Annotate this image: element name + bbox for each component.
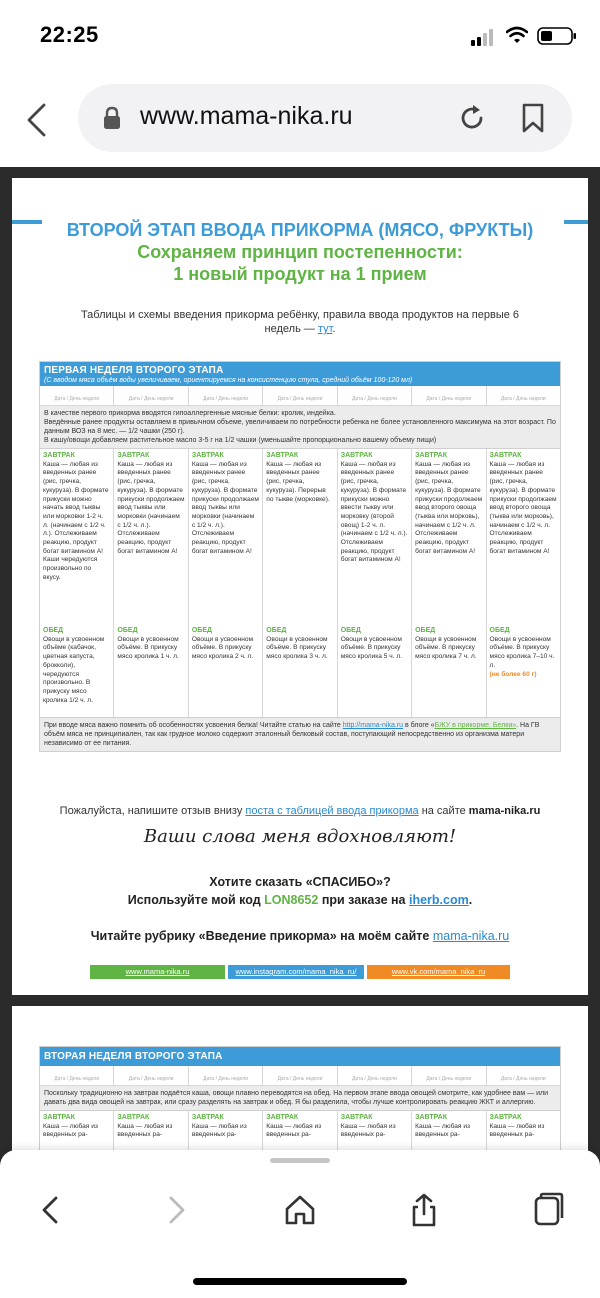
footer-link-site[interactable]: http://mama-nika.ru: [342, 722, 404, 729]
date-cell: Дата / День недели: [263, 1066, 337, 1085]
breakfast-text: Каша — любая из введенных ранее (рис, гречка, кукуруза). В формате прикуски продолжаем ввод тыквы или морковки (начинаем с 1/2 ч. л.). Отслеживаем реакцию, продукт богат витамином А!: [191, 460, 259, 555]
iherb-link[interactable]: iherb.com: [409, 893, 469, 907]
day-column: [487, 1111, 560, 1151]
breakfast-label: ЗАВТРАК: [489, 452, 522, 459]
url-field[interactable]: [78, 84, 572, 152]
review-site: mama-nika.ru: [468, 805, 541, 817]
review-link[interactable]: поста с таблицей ввода прикорма: [245, 805, 419, 817]
heading-green-1: Сохраняем принцип постепенности:: [137, 242, 463, 262]
tabs-icon[interactable]: [530, 1192, 566, 1228]
date-row: [40, 1066, 560, 1086]
promo-text: Используйте мой код: [127, 893, 261, 907]
rubric-link[interactable]: mama-nika.ru: [432, 929, 510, 943]
promo-text: при заказе на: [321, 893, 406, 907]
intro-end: .: [332, 323, 336, 335]
breakfast-text: Каша — любая из введенных ранее (рис, гречка, кукуруза). В формате прикуски можно ввести тыкву или морковку (второй овощ) 1-2 ч. л. (начинаем с 1/2 ч. л.). Отслеживаем реакцию, продукт богат витамином А!: [340, 460, 408, 564]
intro-paragraph: [72, 308, 528, 336]
pdf-page-1: [12, 178, 588, 995]
table-title: ВТОРАЯ НЕДЕЛЯ ВТОРОГО ЭТАПА: [44, 1051, 223, 1062]
lock-icon: [102, 106, 122, 130]
rubric-text: Читайте рубрику «Введение прикорма» на моём сайте: [90, 929, 430, 943]
table-header: [40, 1047, 560, 1066]
lunch-label: ОБЕД: [489, 627, 510, 634]
chevron-right-icon[interactable]: [158, 1192, 194, 1228]
footer-text: . На ГВ объём мяса не принципиален, так как грудное молоко содержит эталонный белковый состав, поступающий непосредственно из организма матери независимо от ее питания.: [44, 722, 540, 747]
date-cell: Дата / День недели: [114, 1066, 188, 1085]
social-buttons: [90, 965, 510, 979]
browser-toolbar: [0, 1150, 600, 1298]
note-line: В качестве первого прикорма вводятся гипоаллергенные мясные белки: кролик, индейка.: [44, 410, 336, 417]
table-title: ПЕРВАЯ НЕДЕЛЯ ВТОРОГО ЭТАПА: [44, 365, 224, 376]
table-note: [40, 406, 560, 449]
days-row: [40, 449, 560, 717]
note-line: Введённые ранее продукты оставляем в привычном объеме, увеличиваем по потребности ребенка не более установленного максимума на этот возраст. По данным ВОЗ на 8 мес. — 1/2 чашки (250 г).: [44, 419, 556, 435]
day-column: [189, 1111, 263, 1151]
thanks-heading: Хотите сказать «СПАСИБО»?: [209, 875, 391, 889]
breakfast-text: Каша — любая из введенных ра-: [117, 1122, 173, 1139]
share-icon[interactable]: [406, 1192, 442, 1228]
breakfast-label: ЗАВТРАК: [266, 452, 299, 459]
review-text: на сайте: [421, 805, 466, 817]
lunch-text: Овощи в усвоенном объёме (кабачок, цветная капуста, брокколи), чередуются произвольно. В прикуску мясо кролика 1/2 ч. л.: [43, 635, 105, 704]
table-note: Поскольку традиционно на завтрак подаётся каша, овощи плавно переводятся на обед. На первом этапе ввода овощей смотрите, как удобнее вам — или давать два вида овощей на завтрак, или сразу разделять на завтрак и обед. Я бы разделила, чтобы лучше контролировать реакцию ЖКТ и аллергию.: [40, 1086, 560, 1111]
chevron-left-icon[interactable]: [34, 1192, 70, 1228]
signal-icon: [471, 28, 497, 46]
lunch-text: Овощи в усвоенном объёме. В прикуску мясо кролика 7–10 ч. л.: [489, 635, 555, 669]
breakfast-text: Каша — любая из введенных ранее (рис, гречка, кукуруза). В формате прикуски можно начать ввод тыквы или морковки 1-2 ч. л. (начинаем с 1/2 ч. л.). Отслеживаем реакцию, продукт богат витамином А! Каши чередуются произвольно по вкусу.: [43, 460, 109, 581]
heading-green-2: 1 новый продукт на 1 прием: [173, 264, 427, 284]
day-column: [263, 1111, 337, 1151]
breakfast-text: Каша — любая из введенных ра-: [489, 1122, 545, 1139]
footer-text: При вводе мяса важно помнить об особенностях усвоения белка! Читайте статью на сайте: [44, 722, 341, 729]
breakfast-label: ЗАВТРАК: [489, 1114, 522, 1121]
heading-blue: ВТОРОЙ ЭТАП ВВОДА ПРИКОРМА (МЯСО, ФРУКТЫ): [66, 220, 534, 240]
footer-link-blog[interactable]: БЖУ в прикорме. Белки»: [434, 722, 517, 729]
breakfast-text: Каша — любая из введенных ранее (рис, гречка, кукуруза). В формате прикуски продолжаем ввод второго овоща (тыква или морковь), начинаем с 1/2 ч. л. Отслеживаем реакцию, продукт богат витамином А!: [415, 460, 483, 555]
breakfast-text: Каша — любая из введенных ранее (рис, гречка, кукуруза). В формате прикуски продолжаем ввод тыквы или морковки (начинаем с 1/2 ч. л.). Отслеживаем реакцию, продукт богат витамином А!: [117, 460, 185, 555]
date-cell: Дата / День недели: [114, 386, 188, 405]
day-column: [40, 1111, 114, 1151]
date-cell: Дата / День недели: [338, 386, 412, 405]
breakfast-label: ЗАВТРАК: [340, 1114, 373, 1121]
footer-text: в блоге «: [405, 722, 435, 729]
date-cell: Дата / День недели: [412, 386, 486, 405]
lunch-label: ОБЕД: [415, 627, 436, 634]
chevron-left-icon[interactable]: [22, 102, 52, 138]
status-bar: [0, 0, 600, 70]
date-cell: Дата / День недели: [189, 386, 263, 405]
promo-code: LON8652: [264, 893, 319, 907]
days-row: [40, 1111, 560, 1151]
day-column: [338, 1111, 412, 1151]
lunch-text: Овощи в усвоенном объёме. В прикуску мясо кролика 7 ч. л.: [415, 635, 477, 661]
lunch-cell: [490, 627, 557, 679]
lunch-cell: [415, 627, 482, 662]
date-cell: Дата / День недели: [500, 1076, 546, 1082]
date-cell: Дата / День недели: [338, 1066, 412, 1085]
date-row: [40, 386, 560, 406]
site-button[interactable]: www.mama-nika.ru: [90, 965, 225, 979]
day-column-2: [114, 449, 188, 717]
promo-line: [12, 893, 588, 907]
battery-icon: [537, 26, 577, 46]
breakfast-label: ЗАВТРАК: [191, 1114, 224, 1121]
toolbar-grabber[interactable]: [270, 1158, 330, 1163]
lunch-cell: [341, 627, 408, 662]
breakfast-label: ЗАВТРАК: [340, 452, 373, 459]
lunch-label: ОБЕД: [191, 627, 212, 634]
browser-address-bar: [0, 72, 600, 167]
note-line: В кашу/овощи добавляем растительное масло 3-5 г на 1/2 чашки (уменьшайте пропорционально вашему объему пищи): [44, 437, 437, 444]
day-column-1: [40, 449, 114, 717]
home-indicator[interactable]: [193, 1278, 407, 1285]
breakfast-text: Каша — любая из введенных ра-: [415, 1122, 471, 1139]
vk-button[interactable]: www.vk.com/mama_nika_ru: [367, 965, 510, 979]
breakfast-text: Каша — любая из введенных ра-: [266, 1122, 322, 1139]
intro-text: Таблицы и схемы введения прикорма ребёнку, правила ввода продуктов на первые 6 недель —: [80, 309, 520, 335]
day-column: [412, 1111, 486, 1151]
day-column-3: [189, 449, 263, 717]
breakfast-text: Каша — любая из введенных ра-: [340, 1122, 396, 1139]
lunch-cell: [266, 627, 333, 662]
day-column-7: [487, 449, 560, 717]
date-cell: Дата / День недели: [500, 396, 546, 402]
lunch-cell: [117, 627, 184, 662]
breakfast-label: ЗАВТРАК: [415, 1114, 447, 1121]
slogan: Ваши слова меня вдохновляют!: [143, 826, 457, 847]
lunch-text: Овощи в усвоенном объёме. В прикуску мясо кролика 2 ч. л.: [191, 635, 254, 661]
day-column-5: [338, 449, 412, 717]
lunch-text: Овощи в усвоенном объёме. В прикуску мясо кролика 3 ч. л.: [266, 635, 328, 661]
breakfast-text: Каша — любая из введенных ра-: [191, 1122, 247, 1139]
breakfast-label: ЗАВТРАК: [266, 1114, 299, 1121]
breakfast-text: Каша — любая из введенных ра-: [43, 1122, 98, 1139]
reload-icon[interactable]: [456, 102, 488, 134]
date-cell: Дата / День недели: [189, 1066, 263, 1085]
review-request: [32, 805, 568, 817]
bookmark-icon[interactable]: [520, 102, 546, 134]
breakfast-label: ЗАВТРАК: [117, 1114, 150, 1121]
url-text: www.mama-nika.ru: [140, 102, 353, 130]
home-icon[interactable]: [282, 1192, 318, 1228]
day-column: [114, 1111, 188, 1151]
breakfast-text: Каша — любая из введенных ранее (рис, гречка, кукуруза). В формате прикуски продолжаем ввод второго овоща (тыква или морковь), начинаем с 1/2 ч. л. Отслеживаем реакцию, продукт богат витамином А!: [489, 460, 557, 555]
lunch-label: ОБЕД: [266, 627, 287, 634]
table-subtitle: (С вводом мяса объём воды увеличиваем, ориентируемся на консистенцию стула, средний объём 100-120 мл): [44, 377, 413, 384]
lunch-label: ОБЕД: [340, 627, 361, 634]
breakfast-text: Каша — любая из введенных ранее (рис, гречка, кукуруза). Перерыв по тыкве (морковке).: [266, 460, 330, 503]
day-column-4: [263, 449, 337, 717]
week1-table: [39, 361, 561, 752]
lunch-text: Овощи в усвоенном объёме. В прикуску мясо кролика 5 ч. л.: [340, 635, 403, 661]
breakfast-label: ЗАВТРАК: [43, 452, 75, 459]
day-column-6: [412, 449, 486, 717]
table-header: [40, 362, 560, 386]
instagram-button[interactable]: www.instagram.com/mama_nika_ru/: [228, 965, 364, 979]
table-footer: [40, 717, 560, 751]
date-cell: Дата / День недели: [412, 1066, 486, 1085]
lunch-text: Овощи в усвоенном объёме. В прикуску мясо кролика 1 ч. л.: [117, 635, 179, 661]
review-text: Пожалуйста, напишите отзыв внизу: [59, 805, 243, 817]
wifi-icon: [506, 26, 528, 44]
intro-link[interactable]: тут: [317, 323, 333, 335]
rubric-line: [12, 929, 588, 943]
breakfast-label: ЗАВТРАК: [117, 452, 150, 459]
lunch-cell: [43, 627, 110, 705]
date-cell: Дата / День недели: [263, 386, 337, 405]
breakfast-label: ЗАВТРАК: [191, 452, 224, 459]
lunch-label: ОБЕД: [43, 627, 64, 634]
lunch-cell: [192, 627, 259, 662]
date-cell: Дата / День недели: [40, 1066, 114, 1085]
lunch-limit: (не более 60 г): [489, 670, 537, 678]
lunch-label: ОБЕД: [117, 627, 138, 634]
date-cell: Дата / День недели: [40, 386, 114, 405]
status-time: 22:25: [40, 22, 99, 47]
promo-text: .: [468, 893, 473, 907]
breakfast-label: ЗАВТРАК: [43, 1114, 75, 1121]
breakfast-label: ЗАВТРАК: [415, 452, 447, 459]
